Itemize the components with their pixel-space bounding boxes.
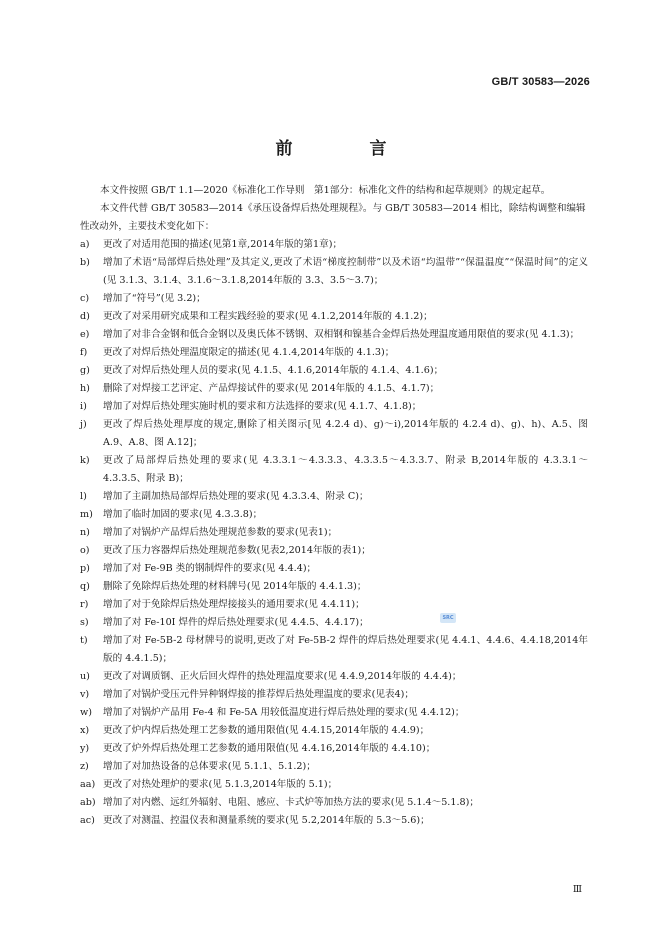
list-item-label: d) bbox=[80, 311, 90, 322]
standard-code: GB/T 30583—2026 bbox=[491, 76, 590, 88]
list-item-label: m) bbox=[80, 509, 93, 520]
list-item bbox=[80, 524, 588, 542]
list-item-text: 增加了主副加热局部焊后热处理的要求(见 4.3.3.4、附录 C)； bbox=[103, 491, 369, 502]
list-item bbox=[80, 704, 588, 722]
list-item bbox=[80, 758, 588, 776]
list-item-text: 更改了焊后热处理厚度的规定,删除了相关图示[见 4.2.4 d)、g)～i),2014年版的 4.2.4 d)、g)、h)、A.5、图 A.9、A.8、图 A.12]； bbox=[103, 419, 588, 448]
list-item bbox=[80, 254, 588, 290]
list-item-label: ab) bbox=[80, 797, 96, 808]
page-title: 前 言 bbox=[275, 139, 417, 159]
list-item-label: ac) bbox=[80, 815, 95, 826]
list-item bbox=[80, 776, 588, 794]
list-item-label: z) bbox=[80, 761, 89, 772]
list-item bbox=[80, 812, 588, 830]
list-item-label: s) bbox=[80, 617, 89, 628]
list-item-text: 增加了对非合金钢和低合金钢以及奥氏体不锈钢、双相钢和镍基合金焊后热处理温度通用限值的要求(见 4.1.3)； bbox=[103, 329, 580, 340]
list-item-text: 增加了对 Fe-5B-2 母材牌号的说明,更改了对 Fe-5B-2 焊件的焊后热处理要求(见 4.4.1、4.4.6、4.4.18,2014年版的 4.4.1.5)； bbox=[103, 635, 588, 664]
list-item-label: g) bbox=[80, 365, 90, 376]
list-item bbox=[80, 740, 588, 758]
list-item-text: 更改了对采用研究成果和工程实践经验的要求(见 4.1.2,2014年版的 4.1.2)； bbox=[103, 311, 433, 322]
list-item-label: b) bbox=[80, 257, 90, 268]
list-item-text: 增加了术语“局部焊后热处理”及其定义,更改了术语“梯度控制带”以及术语“均温带”“保温温度”“保温时间”的定义(见 3.1.3、3.1.4、3.1.6～3.1.8,2014年版的 3.3、3.5～3.7)； bbox=[103, 257, 588, 286]
list-item-label: p) bbox=[80, 563, 90, 574]
list-item-label: y) bbox=[80, 743, 90, 754]
list-item-label: o) bbox=[80, 545, 90, 556]
list-item-text: 增加了对内燃、远红外辐射、电阻、感应、卡式炉等加热方法的要求(见 5.1.4～5.1.8)； bbox=[103, 797, 479, 808]
list-item-text: 删除了免除焊后热处理的材料牌号(见 2014年版的 4.4.1.3)； bbox=[103, 581, 367, 592]
list-item-text: 更改了对焊后热处理人员的要求(见 4.1.5、4.1.6,2014年版的 4.1.4、4.1.6)； bbox=[103, 365, 444, 376]
list-item-label: q) bbox=[80, 581, 90, 592]
list-item-text: 增加了对 Fe-9B 类的钢制焊件的要求(见 4.4.4)； bbox=[103, 563, 317, 574]
list-item-text: 更改了对适用范围的描述(见第1章,2014年版的第1章)； bbox=[103, 239, 343, 250]
list-item bbox=[80, 542, 588, 560]
list-item bbox=[80, 362, 588, 380]
list-item bbox=[80, 488, 588, 506]
list-item bbox=[80, 668, 588, 686]
list-item-text: 更改了对调质钢、正火后回火焊件的热处理温度要求(见 4.4.9,2014年版的 4.4.4)； bbox=[103, 671, 462, 682]
list-item-text: 增加了“符号”(见 3.2)； bbox=[103, 293, 206, 304]
list-item bbox=[80, 578, 588, 596]
list-item-label: u) bbox=[80, 671, 90, 682]
list-item-text: 增加了对加热设备的总体要求(见 5.1.1、5.1.2)； bbox=[103, 761, 316, 772]
list-item bbox=[80, 344, 588, 362]
list-item-label: j) bbox=[80, 419, 87, 430]
list-item bbox=[80, 308, 588, 326]
list-item-label: l) bbox=[80, 491, 87, 502]
paragraph: 本文件代替 GB/T 30583—2014《承压设备焊后热处理规程》。与 GB/T 30583—2014 相比，除结构调整和编辑性改动外，主要技术变化如下： bbox=[80, 203, 586, 232]
list-item-label: n) bbox=[80, 527, 90, 538]
list-item bbox=[80, 452, 588, 488]
list-item bbox=[80, 398, 588, 416]
list-item bbox=[80, 416, 588, 452]
list-item bbox=[80, 632, 588, 668]
list-item bbox=[80, 290, 588, 308]
list-item-text: 增加了对锅炉产品用 Fe-4 和 Fe-5A 用较低温度进行焊后热处理的要求(见 4.4.12)； bbox=[103, 707, 465, 718]
list-item-text: 更改了局部焊后热处理的要求(见 4.3.3.1～4.3.3.3、4.3.3.5～4.3.3.7、附录 B,2014年版的 4.3.3.1～4.3.3.5、附录 B)； bbox=[103, 455, 588, 484]
list-item-label: a) bbox=[80, 239, 90, 250]
list-item-label: t) bbox=[80, 635, 88, 646]
list-item-label: e) bbox=[80, 329, 90, 340]
list-item bbox=[80, 326, 588, 344]
list-item-text: 更改了压力容器焊后热处理规范参数(见表2,2014年版的表1)； bbox=[103, 545, 371, 556]
list-item-text: 更改了炉外焊后热处理工艺参数的通用限值(见 4.4.16,2014年版的 4.4.10)； bbox=[103, 743, 436, 754]
list-item-text: 增加了对焊后热处理实施时机的要求和方法选择的要求(见 4.1.7、4.1.8)； bbox=[103, 401, 422, 412]
list-item-text: 更改了对热处理炉的要求(见 5.1.3,2014年版的 5.1)； bbox=[103, 779, 338, 790]
list-item-text: 增加了对锅炉产品焊后热处理规范参数的要求(见表1)； bbox=[103, 527, 338, 538]
list-item-label: f) bbox=[80, 347, 88, 358]
list-item-text: 删除了对焊接工艺评定、产品焊接试件的要求(见 2014年版的 4.1.5、4.1.7)； bbox=[103, 383, 440, 394]
list-item bbox=[80, 614, 588, 632]
list-item-label: c) bbox=[80, 293, 90, 304]
list-item-text: 增加了对 Fe-10I 焊件的焊后热处理要求(见 4.4.5、4.4.17)； bbox=[103, 617, 369, 628]
list-item bbox=[80, 380, 588, 398]
page-number: Ⅲ bbox=[572, 884, 582, 895]
paragraph: 本文件按照 GB/T 1.1—2020《标准化工作导则 第1部分：标准化文件的结构和起草规则》的规定起草。 bbox=[100, 185, 551, 196]
list-item bbox=[80, 686, 588, 704]
list-item-label: v) bbox=[80, 689, 90, 700]
list-item-label: r) bbox=[80, 599, 89, 610]
list-item-label: h) bbox=[80, 383, 90, 394]
list-item bbox=[80, 596, 588, 614]
list-item bbox=[80, 722, 588, 740]
list-item bbox=[80, 236, 588, 254]
list-item bbox=[80, 560, 588, 578]
foreword-body bbox=[80, 182, 588, 830]
list-item-label: k) bbox=[80, 455, 90, 466]
list-item-label: aa) bbox=[80, 779, 96, 790]
list-item-label: x) bbox=[80, 725, 90, 736]
watermark-logo: SRC bbox=[440, 613, 456, 623]
list-item-text: 更改了炉内焊后热处理工艺参数的通用限值(见 4.4.15,2014年版的 4.4.9)； bbox=[103, 725, 430, 736]
list-item-text: 增加了对于免除焊后热处理焊接接头的通用要求(见 4.4.11)； bbox=[103, 599, 365, 610]
list-item-label: i) bbox=[80, 401, 87, 412]
list-item-label: w) bbox=[80, 707, 92, 718]
change-list bbox=[80, 236, 588, 830]
list-item-text: 增加了对锅炉受压元件异种钢焊接的推荐焊后热处理温度的要求(见表4)； bbox=[103, 689, 414, 700]
list-item bbox=[80, 506, 588, 524]
list-item-text: 增加了临时加固的要求(见 4.3.3.8)； bbox=[103, 509, 263, 520]
list-item bbox=[80, 794, 588, 812]
list-item-text: 更改了对测温、控温仪表和测量系统的要求(见 5.2,2014年版的 5.3～5.6)； bbox=[103, 815, 430, 826]
list-item-text: 更改了对焊后热处理温度限定的描述(见 4.1.4,2014年版的 4.1.3)； bbox=[103, 347, 395, 358]
